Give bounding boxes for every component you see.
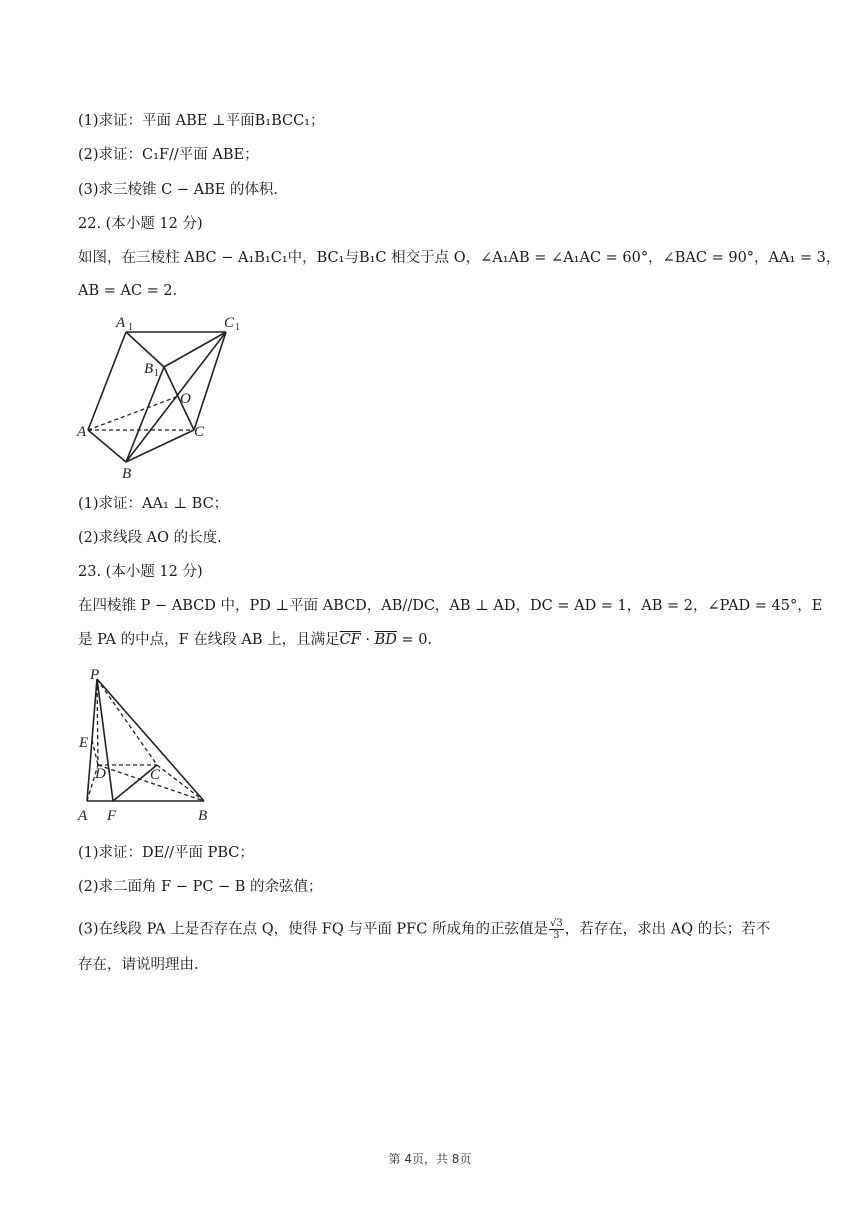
label-A1: A — [116, 315, 126, 331]
q23-part3-line2: 存在，请说明理由. — [78, 957, 199, 973]
q23-part3-line1 — [78, 918, 770, 941]
page-footer: 第 4页，共 8页 — [388, 1152, 472, 1166]
prism-figure — [76, 310, 256, 482]
label-B1: B — [144, 361, 154, 377]
label-C: C — [194, 424, 205, 440]
q23-header: 23. (本小题 12 分) — [78, 564, 203, 580]
q23-stem2-text: 是 PA 的中点，F 在线段 AB 上，且满足 — [78, 632, 340, 648]
q22-part1: (1)求证：AA₁ ⊥ BC； — [78, 496, 229, 512]
label-C: C — [150, 767, 161, 783]
q23-part2: (2)求二面角 F − PC − B 的余弦值； — [78, 879, 323, 895]
label-C1-sub: 1 — [235, 322, 240, 333]
label-A: A — [78, 808, 88, 824]
vector-BD: $\overline{BD}$ — [374, 632, 397, 648]
fraction-denominator: 3 — [553, 930, 560, 941]
q22-stem-line1: 如图，在三棱柱 ABC − A₁B₁C₁中，BC₁与B₁C 相交于点 O，∠A₁AB = ∠A₁AC = 60°，∠BAC = 90°，AA₁ = 3， — [78, 250, 841, 266]
q23-part3-text-cont: ，若存在，求出 AQ 的长；若不 — [564, 921, 771, 938]
fraction-numerator: √3 — [549, 918, 563, 929]
label-P: P — [90, 667, 100, 683]
q21-part1: (1)求证：平面 ABE ⊥平面B₁BCC₁； — [78, 113, 325, 129]
vector-CF: $\overline{CF}$ — [339, 632, 361, 648]
label-C1: C — [224, 315, 235, 331]
label-O: O — [180, 391, 191, 407]
label-B1-sub: 1 — [154, 368, 159, 379]
label-F: F — [107, 808, 117, 824]
q21-part3: (3)求三棱锥 C − ABE 的体积. — [78, 182, 279, 198]
q23-part3-text: (3)在线段 PA 上是否存在点 Q，使得 FQ 与平面 PFC 所成角的正弦值是 — [78, 921, 548, 938]
label-D: D — [95, 766, 106, 782]
label-B: B — [198, 808, 208, 824]
q22-part2: (2)求线段 AO 的长度. — [78, 530, 222, 546]
q23-part1: (1)求证：DE//平面 PBC； — [78, 845, 254, 861]
q22-stem-line2: AB = AC = 2. — [78, 283, 178, 299]
q23-stem-line2 — [78, 630, 432, 650]
fraction — [549, 918, 564, 941]
label-E: E — [79, 735, 89, 751]
label-B: B — [122, 466, 132, 482]
pyramid-figure — [76, 665, 216, 825]
dot-operator: · — [360, 632, 375, 648]
q21-part2: (2)求证：C₁F//平面 ABE； — [78, 147, 259, 163]
q22-header: 22. (本小题 12 分) — [78, 216, 203, 232]
label-A: A — [77, 424, 87, 440]
label-A1-sub: 1 — [128, 322, 133, 333]
q23-stem-line1: 在四棱锥 P − ABCD 中，PD ⊥平面 ABCD，AB//DC，AB ⊥ AD，DC = AD = 1，AB = 2，∠PAD = 45°，E — [78, 598, 823, 614]
q23-stem2-end: = 0. — [396, 632, 433, 648]
